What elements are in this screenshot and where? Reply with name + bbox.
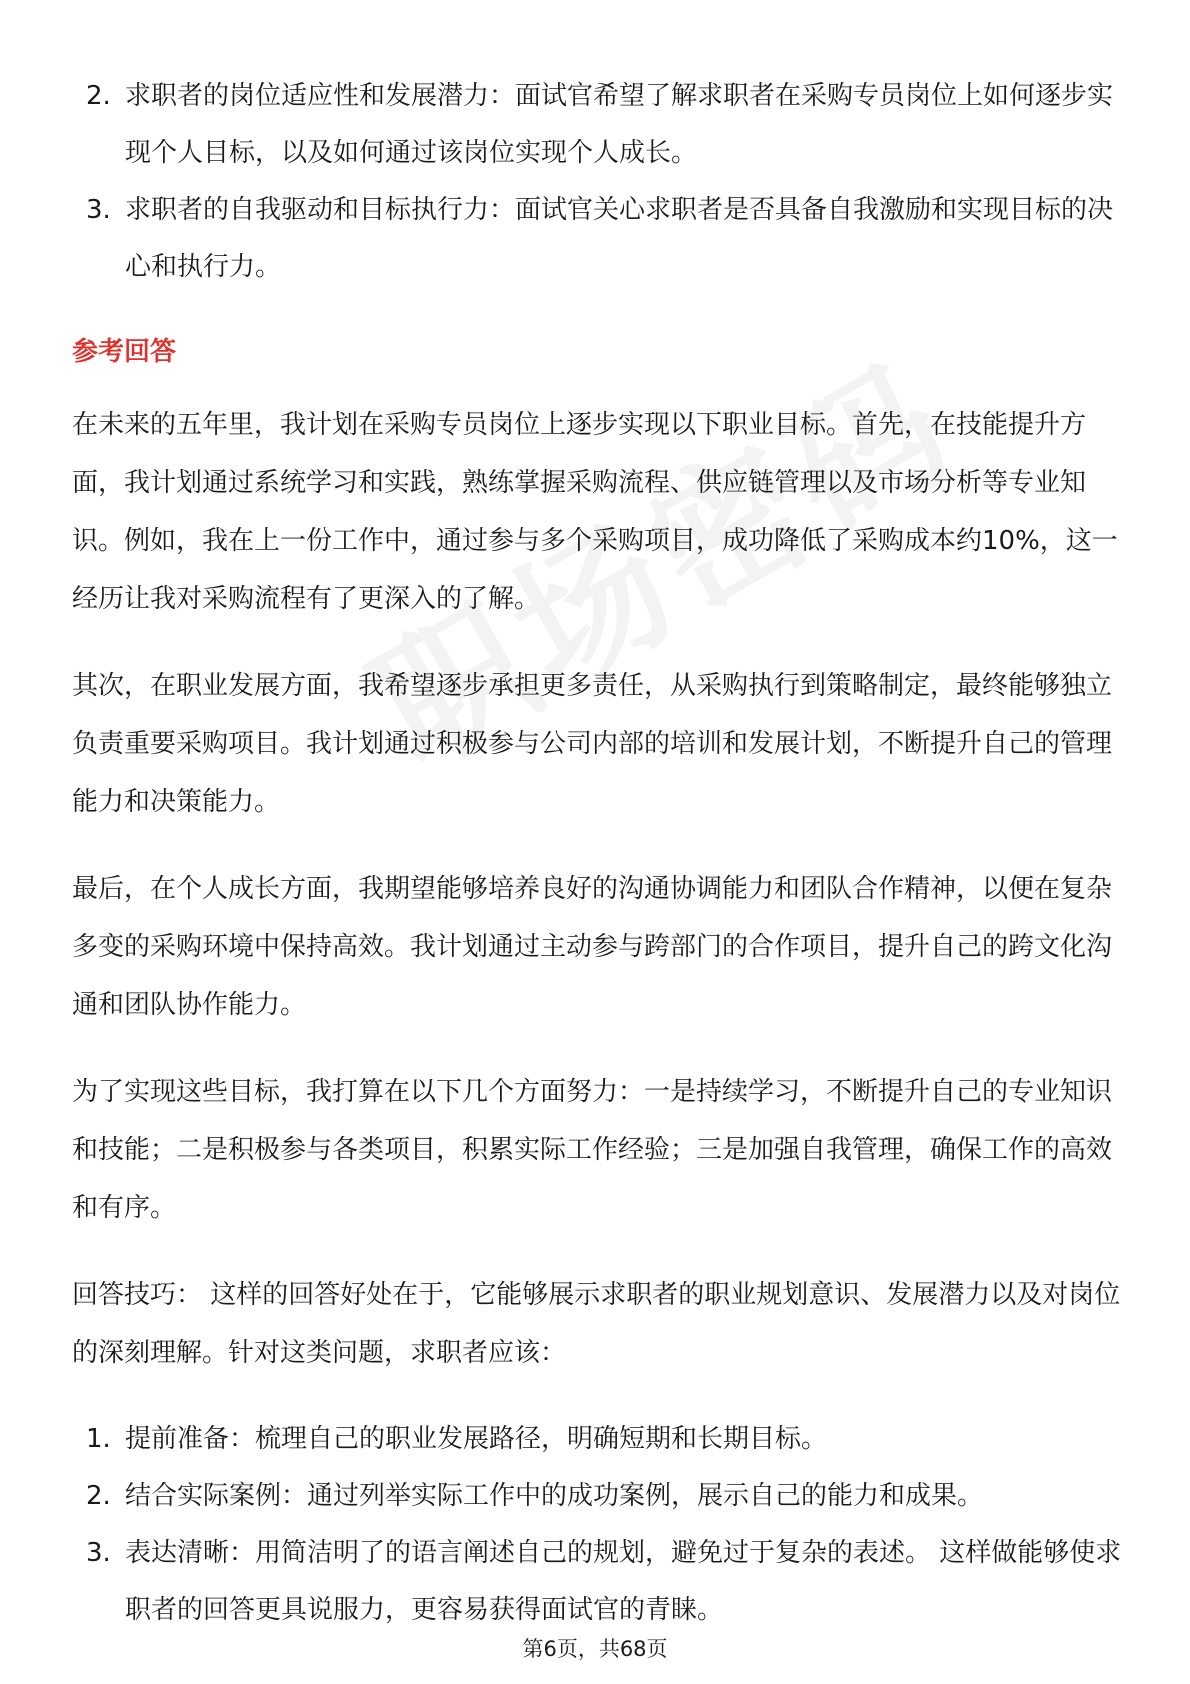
question-purpose-list xyxy=(72,68,1122,296)
tips-list xyxy=(72,1411,1122,1639)
list-number: 1. xyxy=(86,1424,111,1454)
page-content xyxy=(72,68,1122,1639)
paragraph: 为了实现这些目标，我打算在以下几个方面努力：一是持续学习，不断提升自己的专业知识和技能；二是积极参与各类项目，积累实际工作经验；三是加强自我管理，确保工作的高效和有序。 xyxy=(72,1077,1113,1223)
list-item xyxy=(72,1468,1122,1525)
list-text: 提前准备：梳理自己的职业发展路径，明确短期和长期目标。 xyxy=(125,1424,828,1454)
list-text: 结合实际案例：通过列举实际工作中的成功案例，展示自己的能力和成果。 xyxy=(125,1481,984,1511)
list-item xyxy=(72,1525,1122,1639)
page-number-footer: 第6页，共68页 xyxy=(522,1637,668,1661)
list-text: 求职者的自我驱动和目标执行力：面试官关心求职者是否具备自我激励和实现目标的决心和执行力。 xyxy=(125,195,1114,282)
list-number: 3. xyxy=(86,195,111,225)
list-number: 2. xyxy=(86,81,111,111)
list-number: 2. xyxy=(86,1481,111,1511)
list-text: 表达清晰：用简洁明了的语言阐述自己的规划，避免过于复杂的表述。 这样做能够使求职者的回答更具说服力，更容易获得面试官的青睐。 xyxy=(125,1538,1122,1625)
answer-tips-paragraph: 回答技巧： 这样的回答好处在于，它能够展示求职者的职业规划意识、发展潜力以及对岗位的深刻理解。针对这类问题，求职者应该： xyxy=(72,1280,1121,1368)
paragraph: 最后，在个人成长方面，我期望能够培养良好的沟通协调能力和团队合作精神，以便在复杂多变的采购环境中保持高效。我计划通过主动参与跨部门的合作项目，提升自己的跨文化沟通和团队协作能力。 xyxy=(72,874,1113,1020)
list-item xyxy=(72,182,1122,296)
section-heading: 参考回答 xyxy=(72,337,177,367)
list-item xyxy=(72,68,1122,182)
paragraph: 在未来的五年里，我计划在采购专员岗位上逐步实现以下职业目标。首先，在技能提升方面，我计划通过系统学习和实践，熟练掌握采购流程、供应链管理以及市场分析等专业知识。例如，我在上一份工作中，通过参与多个采购项目，成功降低了采购成本约10%，这一经历让我对采购流程有了更深入的了解。 xyxy=(72,410,1118,614)
paragraph: 其次，在职业发展方面，我希望逐步承担更多责任，从采购执行到策略制定，最终能够独立负责重要采购项目。我计划通过积极参与公司内部的培训和发展计划，不断提升自己的管理能力和决策能力。 xyxy=(72,671,1113,817)
list-item xyxy=(72,1411,1122,1468)
list-text: 求职者的岗位适应性和发展潜力：面试官希望了解求职者在采购专员岗位上如何逐步实现个人目标，以及如何通过该岗位实现个人成长。 xyxy=(125,81,1114,168)
list-number: 3. xyxy=(86,1538,111,1568)
